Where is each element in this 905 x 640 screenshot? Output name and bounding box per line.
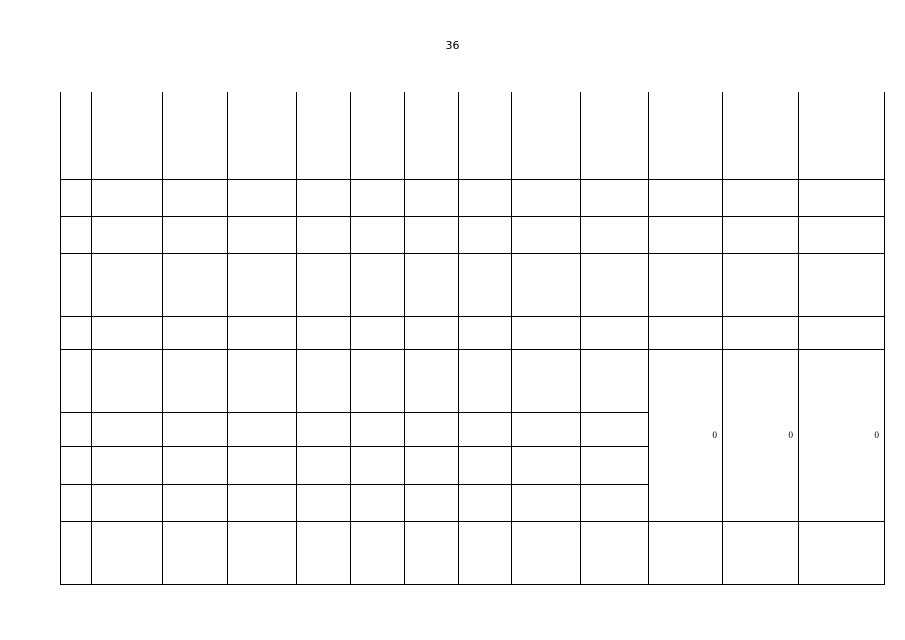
row-border <box>60 521 885 522</box>
column-border <box>722 92 723 585</box>
merged-value-cell: 0 <box>874 431 879 441</box>
column-border <box>884 92 885 585</box>
column-border <box>162 92 163 585</box>
row-border <box>60 216 885 217</box>
column-border <box>296 92 297 585</box>
column-border <box>458 92 459 585</box>
column-border <box>350 92 351 585</box>
column-border <box>404 92 405 585</box>
row-border <box>60 349 885 350</box>
merged-value-cell: 0 <box>712 431 717 441</box>
row-border <box>60 316 885 317</box>
column-border <box>580 92 581 585</box>
row-border <box>60 446 649 447</box>
merged-value-cell: 0 <box>788 431 793 441</box>
column-border <box>648 92 649 585</box>
row-border <box>60 484 649 485</box>
column-border <box>60 92 61 585</box>
page-number: 36 <box>445 39 460 52</box>
column-border <box>511 92 512 585</box>
row-border <box>60 179 885 180</box>
row-border <box>60 412 649 413</box>
column-border <box>798 92 799 585</box>
column-border <box>227 92 228 585</box>
row-border <box>60 253 885 254</box>
column-border <box>91 92 92 585</box>
row-border <box>60 584 885 585</box>
